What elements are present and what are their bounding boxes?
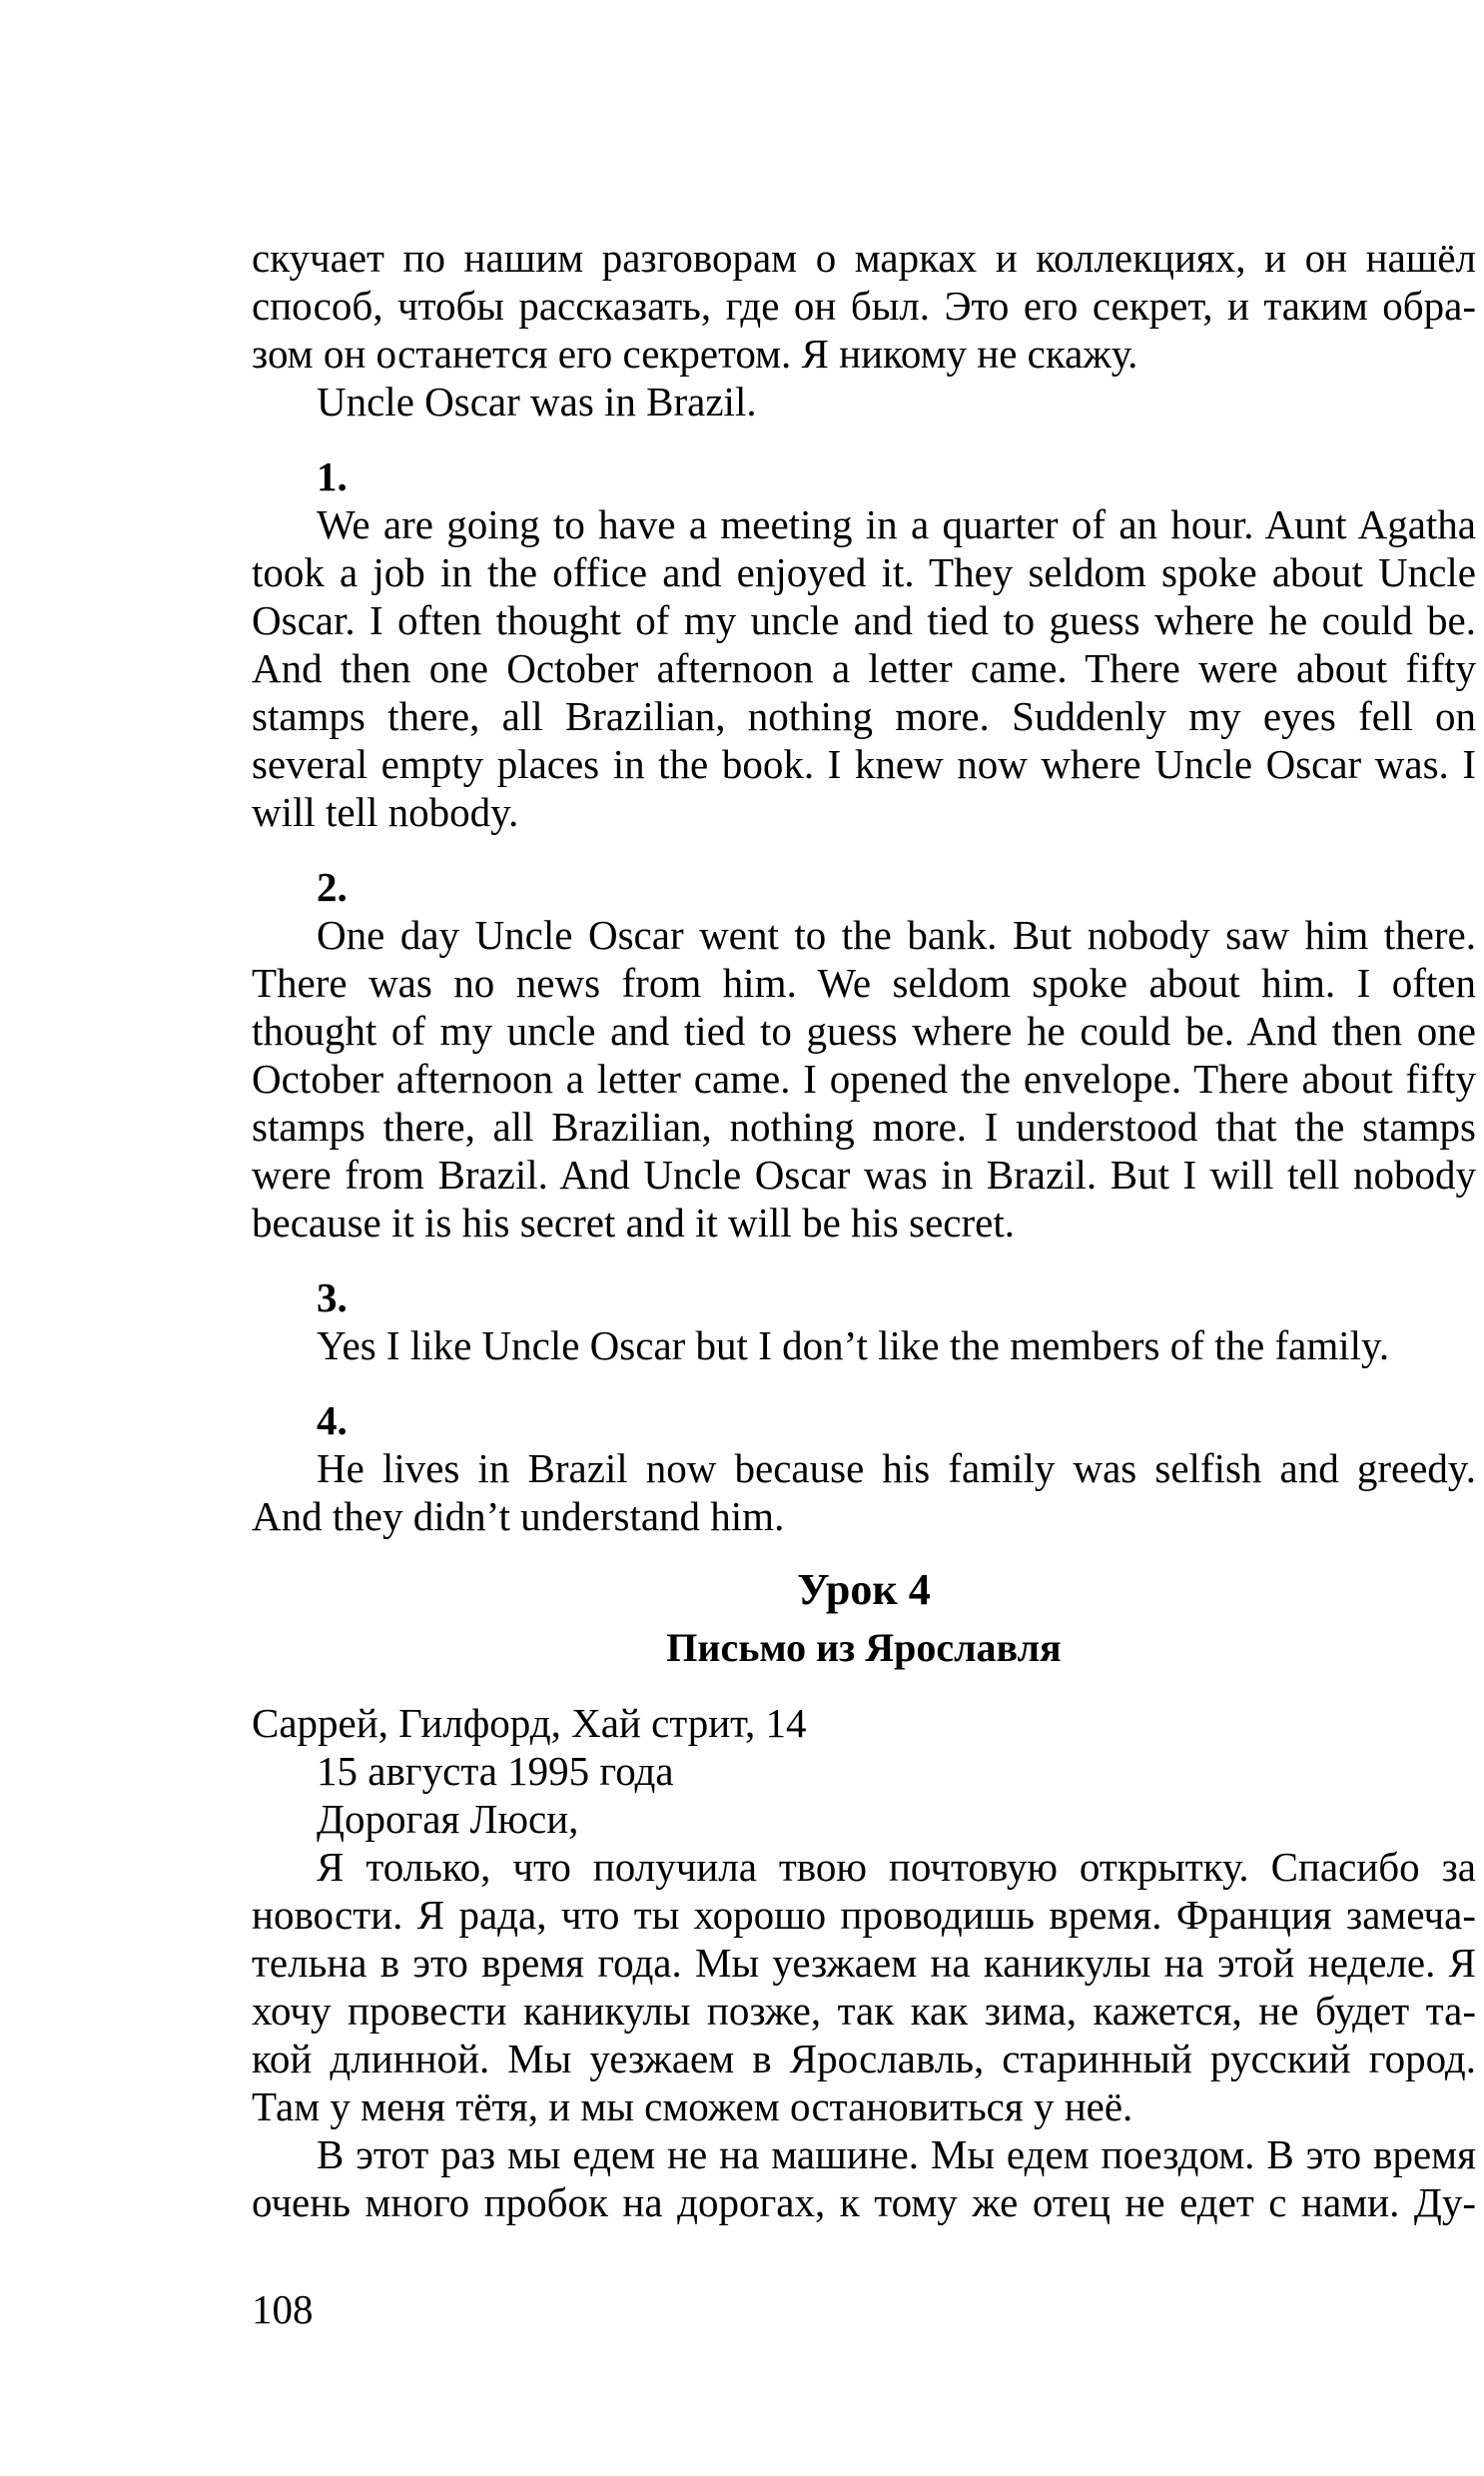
answer-4-paragraph	[252, 1444, 1476, 1540]
text-line: кой длинной. Мы уезжаем в Ярославль, старинный русский город.	[252, 2036, 1476, 2081]
text-line: He lives in Brazil now because his family was selfish and greedy.	[317, 1445, 1476, 1491]
answer-3-number: 3.	[317, 1274, 348, 1320]
text-line: Там у меня тётя, и мы сможем остановиться у неё.	[252, 2083, 1133, 2129]
lesson-heading: Урок 4	[797, 1565, 931, 1614]
answer-1	[252, 452, 1476, 836]
text-line: And they didn’t understand him.	[252, 1493, 785, 1539]
text-line: will tell nobody.	[252, 789, 519, 835]
text-line: скучает по нашим разговорам о марках и коллекциях, и он нашёл	[252, 235, 1476, 281]
text-line: because it is his secret and it will be his secret.	[252, 1200, 1015, 1245]
answer-2	[252, 863, 1476, 1246]
text-line: were from Brazil. And Uncle Oscar was in Brazil. But I will tell nobody	[252, 1152, 1476, 1198]
answer-2-number: 2.	[317, 864, 348, 910]
text-line: October afternoon a letter came. I opened the envelope. There about fifty	[252, 1056, 1476, 1102]
text-line: Я только, что получила твою почтовую открытку. Спасибо за	[317, 1844, 1476, 1890]
text-line: There was no news from him. We seldom spoke about him. I often	[252, 960, 1476, 1006]
text-block	[252, 234, 1476, 2226]
answer-4-number: 4.	[317, 1397, 348, 1443]
page-number: 108	[252, 2286, 314, 2332]
text-line: новости. Я рада, что ты хорошо проводишь время. Франция замеча-	[252, 1892, 1476, 1938]
letter-date: 15 августа 1995 года	[317, 1748, 674, 1794]
text-line: хочу провести каникулы позже, так как зима, кажется, не будет та-	[252, 1988, 1476, 2034]
text-line: тельна в это время года. Мы уезжаем на каникулы на этой неделе. Я	[252, 1940, 1476, 1986]
text-line: stamps there, all Brazilian, nothing more. Suddenly my eyes fell on	[252, 693, 1476, 739]
text-line: We are going to have a meeting in a quarter of an hour. Aunt Agatha	[317, 501, 1476, 547]
text-line: способ, чтобы рассказать, где он был. Это его секрет, и таким обра-	[252, 283, 1476, 329]
letter-paragraph-2	[252, 2130, 1476, 2226]
answer-3	[252, 1273, 1476, 1369]
answer-4	[252, 1396, 1476, 1540]
text-line: очень много пробок на дорогах, к тому же отец не едет с нами. Ду-	[252, 2179, 1476, 2225]
text-line: В этот раз мы едем не на машине. Мы едем поездом. В это время	[317, 2131, 1476, 2177]
text-line: One day Uncle Oscar went to the bank. But nobody saw him there.	[317, 912, 1476, 958]
lesson-subheading: Письмо из Ярославля	[666, 1625, 1062, 1670]
answer-1-paragraph	[252, 500, 1476, 836]
text-line: several empty places in the book. I knew now where Uncle Oscar was. I	[252, 741, 1476, 787]
text-line: And then one October afternoon a letter came. There were about fifty	[252, 645, 1476, 691]
letter	[252, 1699, 1476, 2226]
intro-line-english	[252, 378, 1476, 425]
text-line: Uncle Oscar was in Brazil.	[317, 379, 757, 424]
text-line: Oscar. I often thought of my uncle and tied to guess where he could be.	[252, 597, 1476, 643]
text-line: зом он останется его секретом. Я никому не скажу.	[252, 331, 1138, 377]
intro-paragraph-russian	[252, 234, 1476, 378]
text-line: Yes I like Uncle Oscar but I don’t like the members of the family.	[317, 1322, 1390, 1368]
text-line: stamps there, all Brazilian, nothing more. I understood that the stamps	[252, 1104, 1476, 1150]
answer-1-number: 1.	[317, 453, 348, 499]
letter-address: Саррей, Гилфорд, Хай стрит, 14	[252, 1700, 807, 1746]
answer-2-paragraph	[252, 911, 1476, 1246]
text-line: took a job in the office and enjoyed it. They seldom spoke about Uncle	[252, 549, 1476, 595]
answer-3-paragraph	[252, 1321, 1476, 1369]
letter-paragraph-1	[252, 1843, 1476, 2130]
letter-salutation: Дорогая Люси,	[317, 1796, 579, 1842]
text-line: thought of my uncle and tied to guess where he could be. And then one	[252, 1008, 1476, 1054]
